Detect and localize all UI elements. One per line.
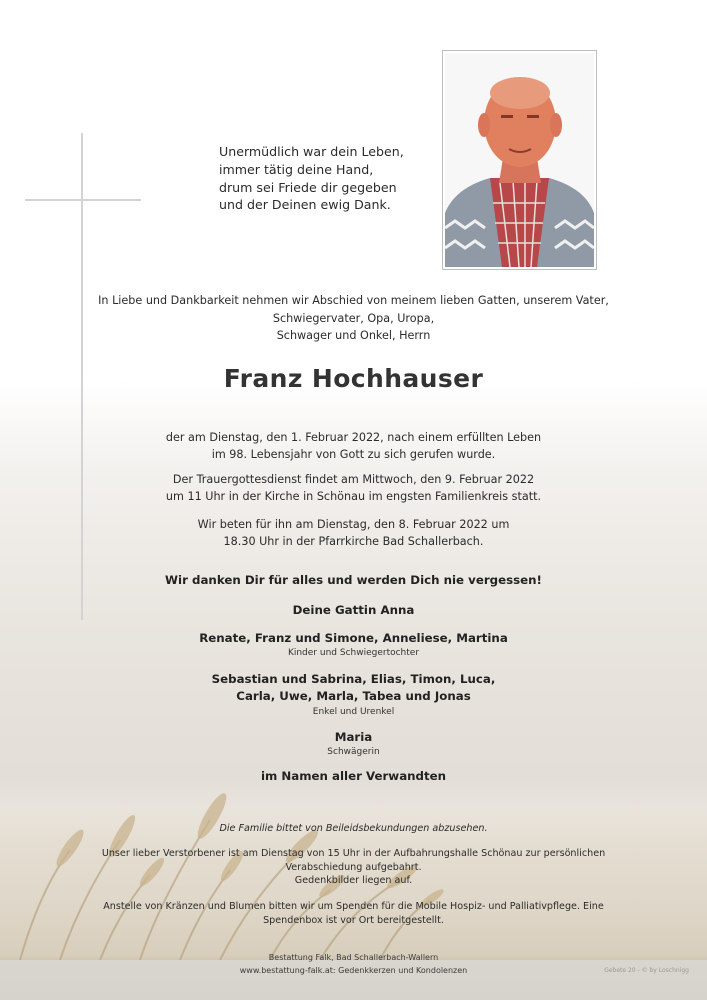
footer-line: Bestattung Falk, Bad Schallerbach-Wallern [268,953,439,962]
children-role: Kinder und Schwiegertochter [287,648,420,659]
viewing-line: Verabschiedung aufgebahrt. [285,861,422,873]
viewing-line: Gedenkbilder liegen auf. [294,875,413,886]
mourner-wife: Deine Gattin Anna [292,603,415,617]
service-line: um 11 Uhr in der Kirche in Schönau im engsten Familienkreis statt. [165,490,542,504]
grandchildren-names: Sebastian und Sabrina, Elias, Timon, Luca, [211,672,496,686]
sister-in-law-name: Maria [334,730,373,744]
intro-text [60,292,647,345]
sister-in-law-role: Schwägerin [327,747,380,758]
verse-line: und der Deinen ewig Dank. [219,197,391,213]
prayer-notice [60,516,647,551]
image-credit: Gebete 20 - © by Loschnigg [604,967,689,974]
verse-line: drum sei Friede dir gegeben [219,179,397,195]
portrait-photo [445,53,594,267]
intro-line: Schwager und Onkel, Herrn [276,329,431,343]
service-notice [60,471,647,506]
mourner-children [60,630,647,660]
thanks-text: Wir danken Dir für alles und werden Dich nie vergessen! [165,573,542,587]
donation-line: Spendenbox ist vor Ort bereitgestellt. [263,914,444,926]
donation-line: Anstelle von Kränzen und Blumen bitten wir um Spenden für die Mobile Hospiz- und Palliativpflege. Eine [103,901,604,912]
portrait-frame [442,50,597,270]
children-names: Renate, Franz und Simone, Anneliese, Martina [199,631,508,645]
service-line: Der Trauergottesdienst findet am Mittwoch, den 9. Februar 2022 [172,473,535,486]
verse-line: Unermüdlich war dein Leben, [219,144,404,159]
footer-line: www.bestattung-falk.at: Gedenkkerzen und Kondolenzen [239,965,468,975]
prayer-line: 18.30 Uhr in der Pfarrkirche Bad Schallerbach. [223,535,484,549]
viewing-note [60,847,647,888]
condolence-note: Die Familie bittet von Beileidsbekundungen abzusehen. [219,823,488,834]
grandchildren-names: Carla, Uwe, Marla, Tabea und Jonas [236,689,471,704]
verse-line: immer tätig deine Hand, [219,161,374,177]
mourner-grandchildren [60,671,647,719]
intro-line: Schwiegervater, Opa, Uropa, [272,311,435,325]
mourner-sister-in-law [60,729,647,759]
death-notice [60,429,647,464]
prayer-line: Wir beten für ihn am Dienstag, den 8. Februar 2022 um [197,518,510,531]
grandchildren-role: Enkel und Urenkel [312,706,395,717]
funeral-home-footer [60,952,647,977]
death-line: der am Dienstag, den 1. Februar 2022, nach einem erfüllten Leben [165,431,542,444]
cross-icon-horizontal [25,199,141,201]
donation-note [60,900,647,927]
deceased-name: Franz Hochhauser [223,364,484,393]
mourner-all-relatives: im Namen aller Verwandten [260,769,447,783]
memorial-verse [219,143,404,214]
viewing-line: Unser lieber Verstorbener ist am Dienstag von 15 Uhr in der Aufbahrungshalle Schönau zur persönlichen [101,848,606,859]
death-line: im 98. Lebensjahr von Gott zu sich gerufen wurde. [211,448,496,462]
intro-line: In Liebe und Dankbarkeit nehmen wir Abschied von meinem lieben Gatten, unserem Vater, [98,294,609,307]
